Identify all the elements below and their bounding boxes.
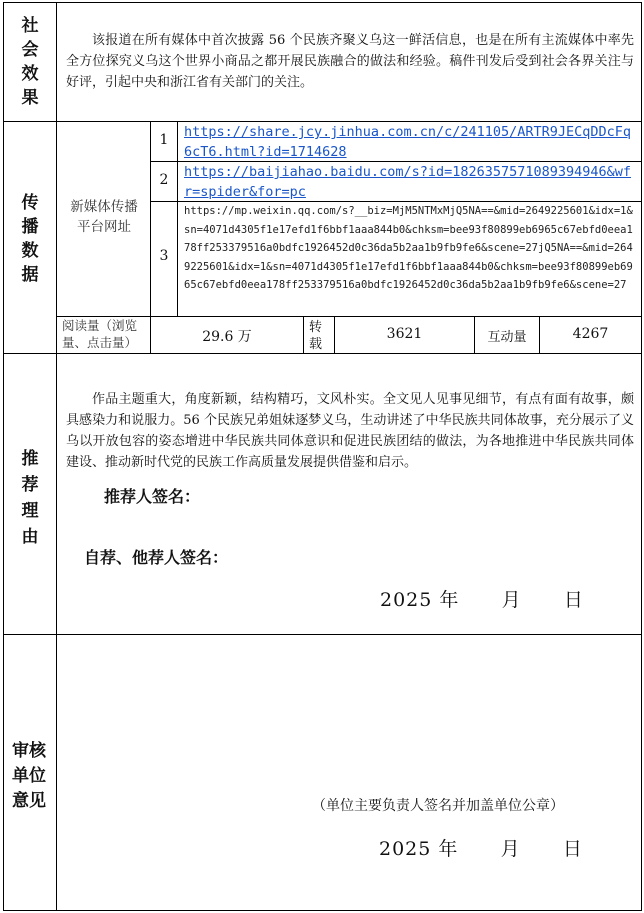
- link-2[interactable]: https://baijiahao.baidu.com/s?id=1826357571089394946&wfr=spider&for=pc: [184, 164, 632, 200]
- border-left: [3, 2, 4, 911]
- review-note: （单位主要负责人签名并加盖单位公章）: [312, 798, 564, 814]
- reads-label: 阅读量（浏览量、点击量）: [62, 318, 138, 350]
- label-column-divider: [56, 2, 57, 911]
- recommendation-date: 2025 年 月 日: [380, 589, 584, 611]
- divider-recommendation-review: [3, 634, 642, 635]
- index-column-divider: [177, 121, 178, 316]
- recommendation-text: 作品主题重大，角度新颖，结构精巧，文风朴实。全文见人见事见细节，有点有面有故事，颇具感染力和说服力。56 个民族兄弟姐妹逐梦义乌，生动讲述了中华民族共同体故事，充分展示了义乌以开放包容的姿态增进中华民族共同体意识和促进民族团结的做法，为各地推进中华民族共同体建设、推动新时代党的民族工作高质量发展提供借鉴和启示。: [66, 392, 634, 470]
- divider-dissemination-recommendation: [3, 353, 642, 354]
- reads-value: 29.6 万: [202, 329, 252, 345]
- recommender-signature-label: 推荐人签名：: [104, 487, 201, 506]
- border-bottom: [3, 910, 642, 911]
- social-effect-label: 社会效果: [21, 16, 39, 108]
- self-signature-label: 自荐、他荐人签名：: [84, 548, 229, 567]
- reposts-value: 3621: [386, 326, 423, 342]
- border-top: [3, 2, 642, 3]
- link-1[interactable]: https://share.jcy.jinhua.com.cn/c/241105/ARTR9JECqDDcFq6cT6.html?id=1714628: [184, 124, 632, 160]
- link-index-1: 1: [159, 132, 169, 148]
- link-index-3: 3: [159, 248, 169, 264]
- link-3[interactable]: https://mp.weixin.qq.com/s?__biz=MjM5NTMxMjQ5NA==&mid=2649225601&idx=1&sn=4071d4305f1e17efd1f6bbf1aaa844b0&chksm=bee93f80899eb6965c67ebfd0eea178ff253379516a0bdfc1926452d0c36da5b2aa1b9fb9fe6&scene=27jQ5NA==&mid=2649225601&idx=1&sn=4071d4305f1e17efd1f6bbf1aaa844b0&chksm=bee93f80899eb6965c67ebfd0eea178ff253379516a0bdfc1926452d0c36da5b2aa1b9fb9fe6&scene=27: [184, 205, 633, 291]
- social-effect-text: 该报道在所有媒体中首次披露 56 个民族齐聚义乌这一鲜活信息，也是在所有主流媒体中率先全方位探究义乌这个世界小商品之都开展民族融合的做法和经验。稿件刊发后受到社会各界关注与好评，引起中央和浙江省有关部门的关注。: [66, 33, 634, 90]
- platform-label: 新媒体传播平台网址: [70, 199, 138, 235]
- platform-label-divider: [150, 121, 151, 316]
- border-right: [641, 2, 642, 911]
- interactions-label: 互动量: [487, 330, 527, 345]
- review-date: 2025 年 月 日: [379, 838, 583, 860]
- stats-divider-2: [303, 316, 304, 354]
- reposts-label: 转载: [309, 320, 323, 352]
- link-index-2: 2: [159, 172, 169, 188]
- dissemination-label: 传播数据: [21, 193, 39, 285]
- review-label: 审核单位意见: [12, 741, 46, 811]
- recommendation-label: 推荐理由: [21, 449, 39, 547]
- interactions-value: 4267: [572, 326, 609, 342]
